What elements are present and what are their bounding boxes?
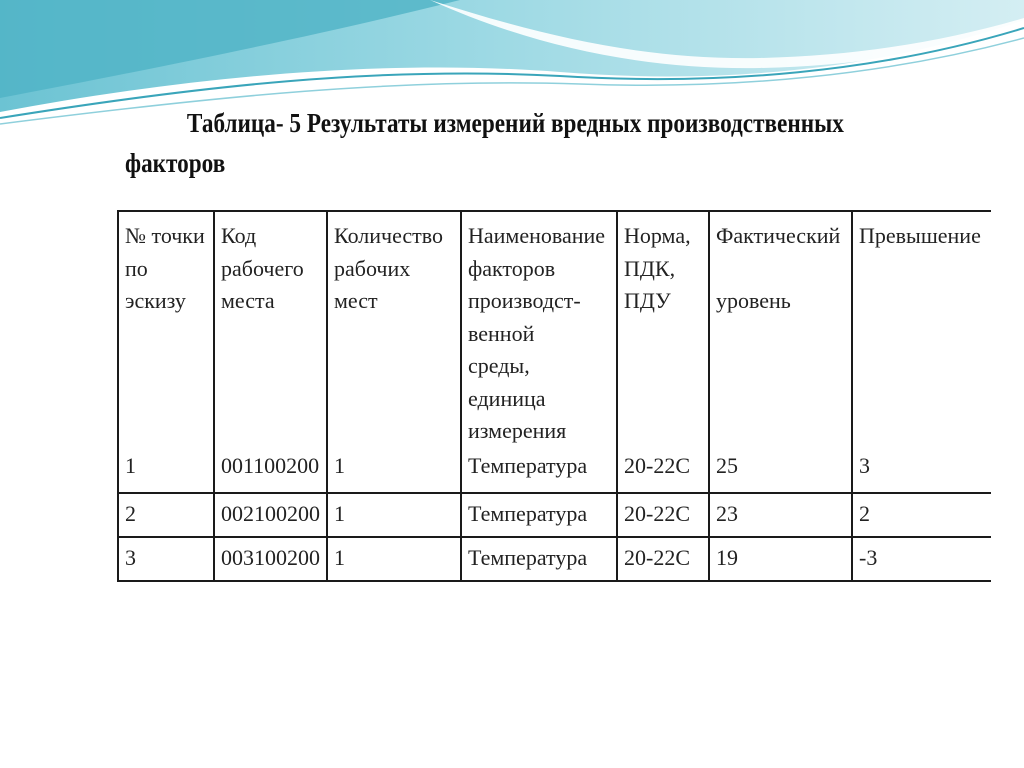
header-code-line: рабочего xyxy=(221,255,304,281)
table-row xyxy=(118,537,991,581)
cell-norm: 20-22С xyxy=(617,537,709,581)
cell-code: 002100200 xyxy=(214,493,327,537)
header-excess xyxy=(852,211,991,448)
cell-code: 003100200 xyxy=(214,537,327,581)
header-excess-line: Превышение xyxy=(859,223,981,248)
cell-actual: 19 xyxy=(709,537,852,581)
header-count-line: мест xyxy=(334,288,378,313)
cell-code: 001100200 xyxy=(214,448,327,493)
cell-count: 1 xyxy=(327,537,461,581)
cell-count: 1 xyxy=(327,448,461,493)
header-factor-line: единица xyxy=(468,385,546,411)
cell-actual: 25 xyxy=(709,448,852,493)
caption-line-2: факторов xyxy=(125,148,226,178)
cell-excess: 2 xyxy=(852,493,991,537)
header-factor-line: производст- xyxy=(468,288,581,313)
cell-factor: Температура xyxy=(461,493,617,537)
header-point-line: эскизу xyxy=(125,288,186,313)
header-norm xyxy=(617,211,709,448)
table-header-row xyxy=(118,211,991,448)
header-point-line: по xyxy=(125,255,148,281)
cell-count: 1 xyxy=(327,493,461,537)
cell-norm: 20-22С xyxy=(617,448,709,493)
cell-point: 1 xyxy=(118,448,214,493)
header-factor-line: среды, xyxy=(468,353,530,378)
cell-excess: -3 xyxy=(852,537,991,581)
header-norm-line: ПДК, xyxy=(624,255,676,281)
header-code xyxy=(214,211,327,448)
table-row xyxy=(118,493,991,537)
header-count xyxy=(327,211,461,448)
cell-actual: 23 xyxy=(709,493,852,537)
cell-factor: Температура xyxy=(461,537,617,581)
header-norm-line: Норма, xyxy=(624,223,691,248)
cell-norm: 20-22С xyxy=(617,493,709,537)
header-point-line: № точки xyxy=(125,223,205,248)
header-actual xyxy=(709,211,852,448)
measurements-table xyxy=(117,210,991,582)
cell-point: 2 xyxy=(118,493,214,537)
header-factor-line: венной xyxy=(468,320,535,346)
header-actual-line: уровень xyxy=(716,288,791,313)
table-caption xyxy=(125,103,975,183)
table-row xyxy=(118,448,991,493)
cell-excess: 3 xyxy=(852,448,991,493)
header-actual-line: Фактический xyxy=(716,223,841,248)
header-count-line: Количество xyxy=(334,223,444,248)
header-norm-line: ПДУ xyxy=(624,288,671,313)
cell-factor: Температура xyxy=(461,448,617,493)
header-factor-line: факторов xyxy=(468,255,556,281)
header-count-line: рабочих xyxy=(334,255,411,281)
header-factor-name xyxy=(461,211,617,448)
caption-line-1: Таблица- 5 Результаты измерений вредных производственных xyxy=(186,108,844,138)
cell-point: 3 xyxy=(118,537,214,581)
header-code-line: Код xyxy=(221,223,257,248)
header-code-line: места xyxy=(221,288,275,313)
header-point xyxy=(118,211,214,448)
header-factor-line: Наименование xyxy=(468,223,606,248)
header-factor-line: измерения xyxy=(468,418,567,443)
header-actual-gap xyxy=(716,253,845,286)
